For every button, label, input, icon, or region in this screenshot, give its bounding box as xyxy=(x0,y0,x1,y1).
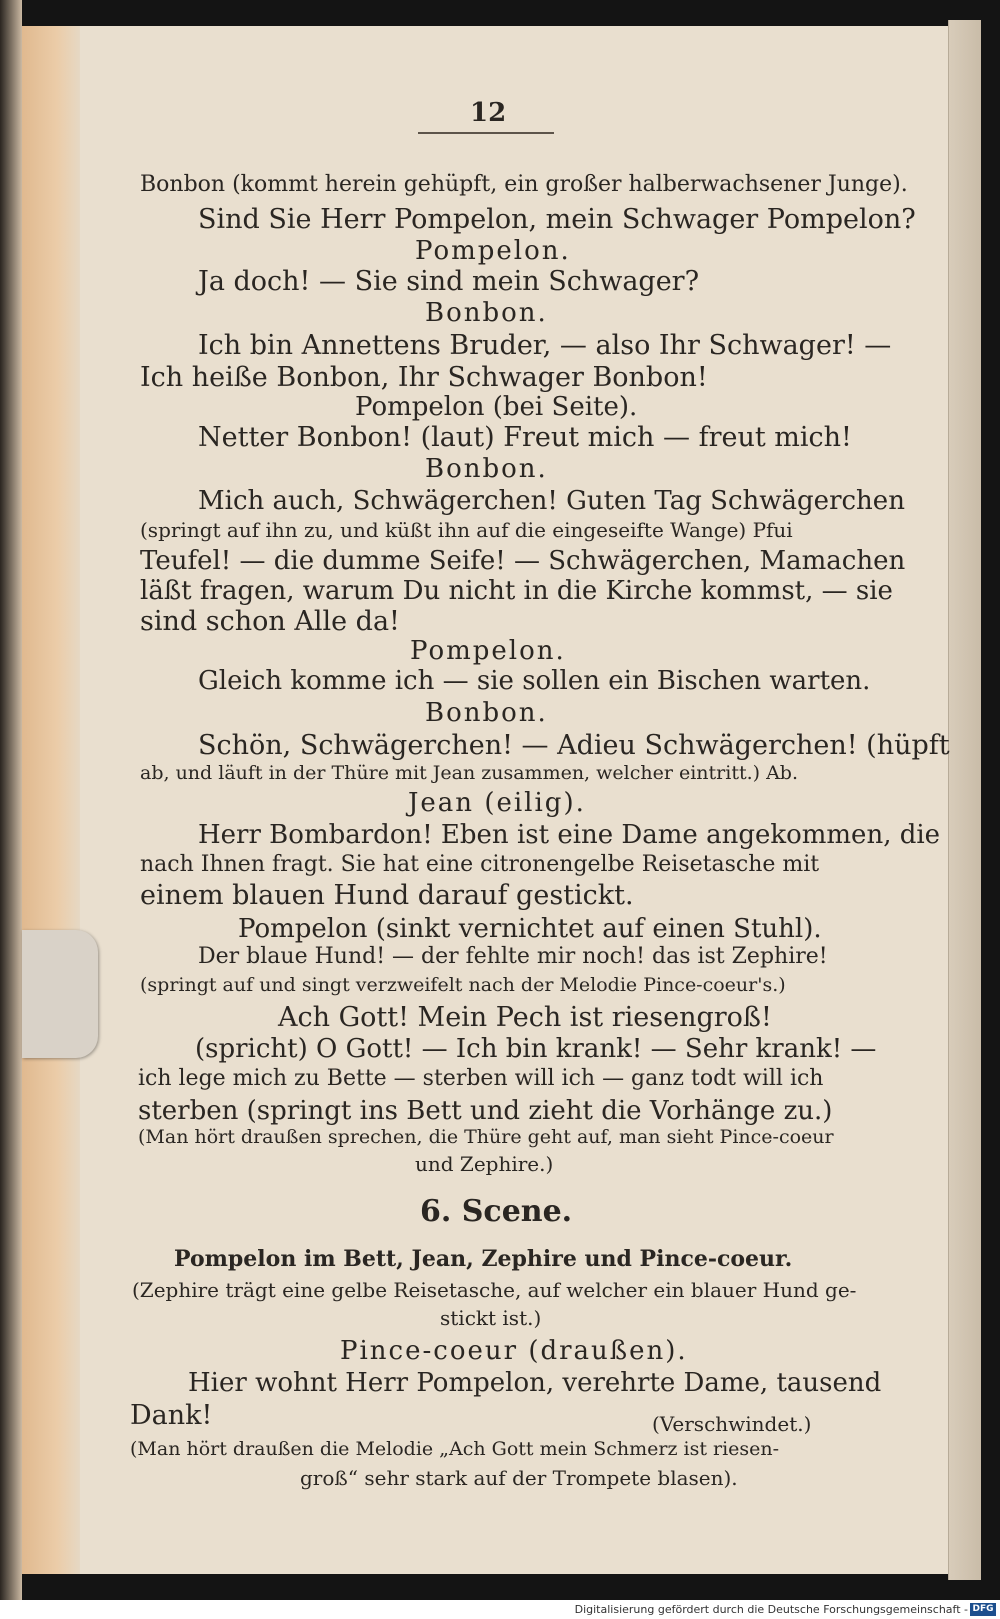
scene-cast: Pompelon im Bett, Jean, Zephire und Pince-coeur. xyxy=(174,1246,793,1272)
text-line-14: läßt fragen, warum Du nicht in die Kirche kommst, — sie xyxy=(140,576,893,606)
text-line-24: einem blauen Hund darauf gestickt. xyxy=(140,880,634,911)
text-line-9: Netter Bonbon! (laut) Freut mich — freut mich! xyxy=(198,422,852,453)
text-line-33: und Zephire.) xyxy=(415,1152,554,1176)
text-line-27: (springt auf und singt verzweifelt nach der Melodie Pince-coeur's.) xyxy=(140,974,786,996)
text-line-26: Der blaue Hund! — der fehlte mir noch! das ist Zephire! xyxy=(198,944,828,969)
text-line-4: Ja doch! — Sie sind mein Schwager? xyxy=(198,266,700,297)
text-line-12: (springt auf ihn zu, und küßt ihn auf die eingeseifte Wange) Pfui xyxy=(140,518,793,542)
text-line-39: Hier wohnt Herr Pompelon, verehrte Dame, tausend xyxy=(188,1368,882,1398)
text-line-6: Ich bin Annettens Bruder, — also Ihr Schwager! — xyxy=(198,330,892,361)
speaker-line-10: Bonbon. xyxy=(425,454,548,484)
text-line-30: ich lege mich zu Bette — sterben will ich — ganz todt will ich xyxy=(138,1066,824,1091)
speaker-line-8: Pompelon (bei Seite). xyxy=(355,392,638,422)
speaker-line-3: Pompelon. xyxy=(415,236,571,266)
text-line-43: groß“ sehr stark auf der Trompete blasen). xyxy=(300,1466,738,1490)
text-line-17: Gleich komme ich — sie sollen ein Bischen warten. xyxy=(198,666,871,696)
footer-credit: Digitalisierung gefördert durch die Deutsche Forschungsgemeinschaft - xyxy=(574,1603,968,1616)
text-line-7: Ich heiße Bonbon, Ihr Schwager Bonbon! xyxy=(140,362,708,393)
text-line-22: Herr Bombardon! Eben ist eine Dame angekommen, die xyxy=(198,820,941,850)
text-line-20: ab, und läuft in der Thüre mit Jean zusammen, welcher eintritt.) Ab. xyxy=(140,762,799,784)
speaker-line-25: Pompelon (sinkt vernichtet auf einen Stuhl). xyxy=(238,914,822,944)
text-line-13: Teufel! — die dumme Seife! — Schwägerchen, Mamachen xyxy=(140,546,906,576)
dfg-logo: DFG xyxy=(970,1603,996,1616)
text-line-29: (spricht) O Gott! — Ich bin krank! — Sehr krank! — xyxy=(195,1034,877,1064)
speaker-line-18: Bonbon. xyxy=(425,698,548,728)
scene-heading: 6. Scene. xyxy=(420,1194,573,1229)
page-number-rule xyxy=(418,132,554,134)
text-line-36: (Zephire trägt eine gelbe Reisetasche, auf welcher ein blauer Hund ge- xyxy=(132,1278,857,1302)
text-line-42: (Man hört draußen die Melodie „Ach Gott mein Schmerz ist riesen- xyxy=(130,1438,780,1460)
speaker-line-16: Pompelon. xyxy=(410,636,566,666)
text-line-19: Schön, Schwägerchen! — Adieu Schwägerchen! (hüpft xyxy=(198,730,950,761)
text-line-41: (Verschwindet.) xyxy=(652,1412,812,1436)
speaker-line-5: Bonbon. xyxy=(425,298,548,328)
text-line-15: sind schon Alle da! xyxy=(140,606,400,637)
speaker-line-38: Pince-coeur (draußen). xyxy=(340,1336,688,1366)
page-number: 12 xyxy=(470,98,507,128)
text-line-2: Sind Sie Herr Pompelon, mein Schwager Pompelon? xyxy=(198,204,916,235)
text-line-40: Dank! xyxy=(130,1400,213,1431)
speaker-line-21: Jean (eilig). xyxy=(408,788,586,818)
text-line-32: (Man hört draußen sprechen, die Thüre geht auf, man sieht Pince-coeur xyxy=(138,1126,834,1148)
text-line-28: Ach Gott! Mein Pech ist riesengroß! xyxy=(278,1002,772,1033)
text-line-1: Bonbon (kommt herein gehüpft, ein großer halberwachsener Junge). xyxy=(140,172,908,197)
text-line-31: sterben (springt ins Bett und zieht die Vorhänge zu.) xyxy=(138,1096,833,1126)
text-line-37: stickt ist.) xyxy=(440,1306,542,1330)
text-line-11: Mich auch, Schwägerchen! Guten Tag Schwägerchen xyxy=(198,486,905,516)
text-line-23: nach Ihnen fragt. Sie hat eine citronengelbe Reisetasche mit xyxy=(140,852,820,877)
